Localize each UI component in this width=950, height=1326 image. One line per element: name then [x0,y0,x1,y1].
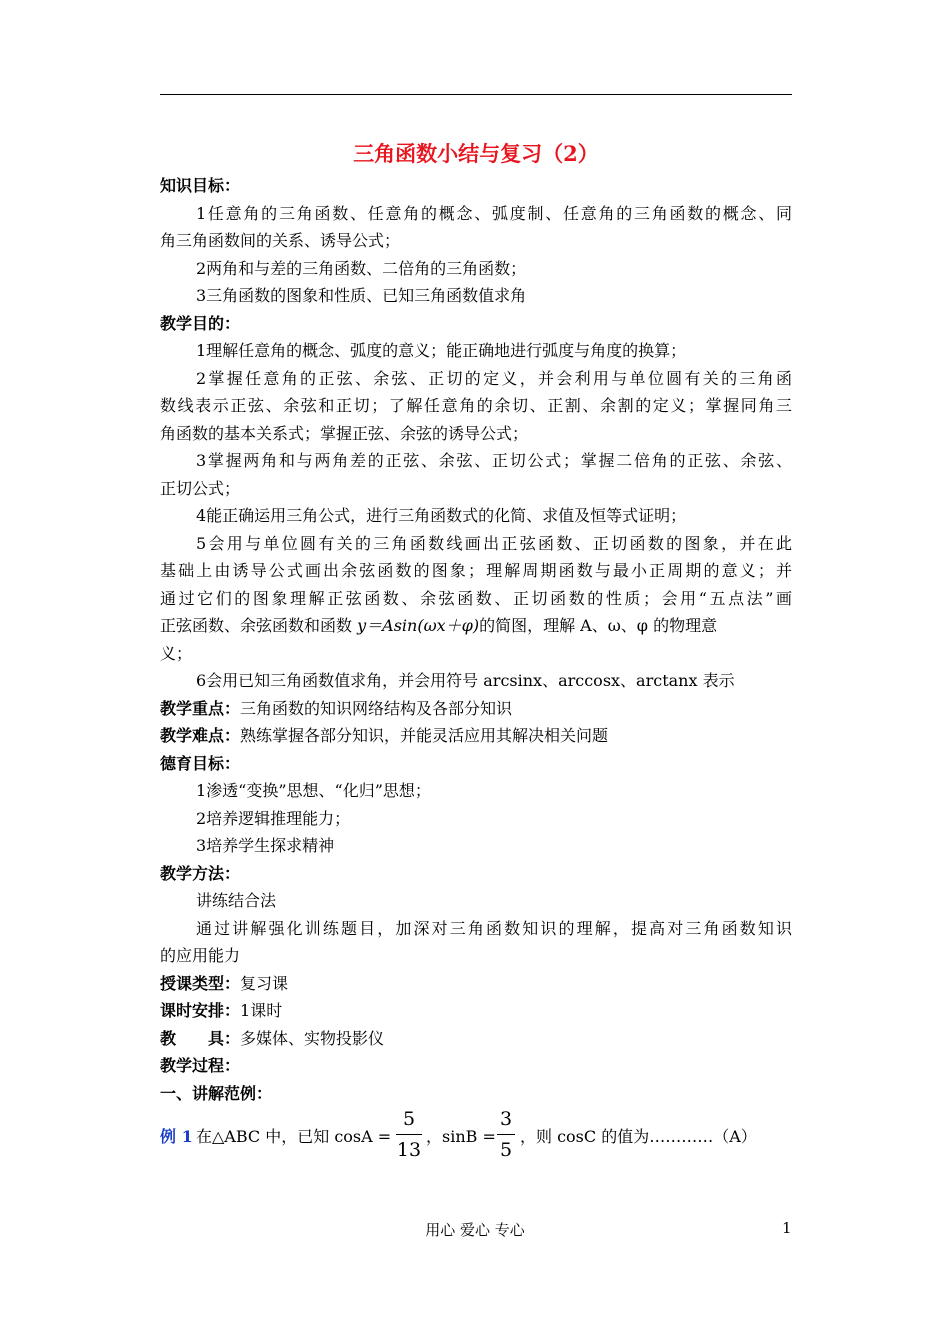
moral-heading: 德育目标： [160,753,241,773]
purpose-item-5-line-1: 5会用与单位圆有关的三角函数线画出正弦函数、正切函数的图象，并在此 [196,533,792,553]
page-title: 三角函数小结与复习（2） [353,141,599,166]
example-1 [160,1107,792,1169]
example-1-text-c: ，则 cosC 的值为…………（A） [520,1127,757,1146]
hours-label: 课时安排： [160,1001,241,1020]
footer-slogan: 用心 爱心 专心 [425,1221,525,1239]
method-item-1: 讲练结合法 [196,891,277,910]
knowledge-heading: 知识目标： [160,176,241,195]
fraction-1-numerator: 5 [402,1108,416,1130]
purpose-item-1: 1理解任意角的概念、弧度的意义；能正确地进行弧度与角度的换算； [196,341,687,360]
purpose-item-5-line-2: 基础上由诱导公式画出余弦函数的图象；理解周期函数与最小正周期的意义；并 [160,561,792,580]
purpose-item-4: 4能正确运用三角公式，进行三角函数式的化简、求值及恒等式证明； [196,506,687,525]
purpose-item-5-line-4 [160,612,792,640]
process-heading: 教学过程： [160,1056,241,1075]
moral-item-1: 1渗透“变换”思想、“化归”思想； [196,781,431,800]
lesson-type-text: 复习课 [240,973,289,993]
moral-item-3: 3培养学生探求精神 [196,836,335,855]
page-number: 1 [782,1219,792,1237]
purpose-item-2-line-2: 数线表示正弦、余弦和正切；了解任意角的余切、正割、余割的定义；掌握同角三 [160,396,792,415]
example-1-text-a: 在△ABC 中，已知 cosA = [196,1127,392,1146]
fraction-5-13 [396,1107,422,1162]
hours-text: 1课时 [240,1001,283,1020]
fraction-2-bar [497,1134,515,1135]
lesson-type-row [160,970,792,998]
fraction-2-denominator: 5 [499,1139,513,1161]
fraction-1-bar [396,1134,422,1135]
method-item-2-line-1: 通过讲解强化训练题目，加深对三角函数知识的理解，提高对三角函数知识 [196,918,792,938]
lesson-type-label: 授课类型： [160,973,241,993]
key-point-label: 教学重点： [160,698,241,718]
purpose-item-3-line-1: 3掌握两角和与两角差的正弦、余弦、正切公式；掌握二倍角的正弦、余弦、 [196,451,792,470]
purpose-item-2-line-3: 角函数的基本关系式；掌握正弦、余弦的诱导公式； [160,423,529,443]
fraction-3-5 [497,1107,515,1162]
tools-label: 教 具： [160,1028,241,1048]
purpose-item-5-line-5: 义； [160,643,193,663]
document-body [160,138,792,1169]
key-point-text: 三角函数的知识网络结构及各部分知识 [240,698,513,718]
knowledge-item-1-line-1: 1任意角的三角函数、任意角的概念、弧度制、任意角的三角函数的概念、同 [196,203,792,223]
knowledge-item-3: 3三角函数的图象和性质、已知三角函数值求角 [196,286,527,305]
fraction-1-denominator: 13 [396,1139,422,1161]
key-point-row [160,695,792,723]
example-1-text-b: ，sinB = [426,1127,496,1146]
difficulty-text: 熟练掌握各部分知识，并能灵活应用其解决相关问题 [240,726,609,745]
purpose-item-3-line-2: 正切公式； [160,478,241,498]
sinusoid-formula: y＝Asin(ωx＋φ) [357,616,480,635]
purpose-item-5-formula-suffix: 的简图，理解 A、ω、φ 的物理意 [479,616,718,635]
tools-row [160,1025,792,1053]
purpose-item-2-line-1: 2掌握任意角的正弦、余弦、正切的定义，并会利用与单位圆有关的三角函 [196,368,792,388]
method-item-2-line-2: 的应用能力 [160,946,241,965]
difficulty-label: 教学难点： [160,726,241,745]
method-heading: 教学方法： [160,863,241,883]
example-1-label: 例 1 [160,1127,193,1146]
knowledge-item-1-line-2: 角三角函数间的关系、诱导公式； [160,231,401,250]
moral-item-2: 2培养逻辑推理能力； [196,808,351,828]
hours-row [160,997,792,1025]
difficulty-row [160,722,792,750]
knowledge-item-2: 2两角和与差的三角函数、二倍角的三角函数； [196,258,527,278]
purpose-heading: 教学目的： [160,313,241,333]
fraction-2-numerator: 3 [499,1108,513,1130]
header-rule [160,94,792,95]
purpose-item-5-formula-prefix: 正弦函数、余弦函数和函数 [160,616,358,635]
purpose-item-5-line-3: 通过它们的图象理解正弦函数、余弦函数、正切函数的性质；会用“五点法”画 [160,588,792,608]
section-1-heading: 一、讲解范例： [160,1083,273,1103]
purpose-item-6: 6会用已知三角函数值求角，并会用符号 arcsinx、arccosx、arctanx 表示 [196,671,735,690]
tools-text: 多媒体、实物投影仪 [240,1028,385,1048]
